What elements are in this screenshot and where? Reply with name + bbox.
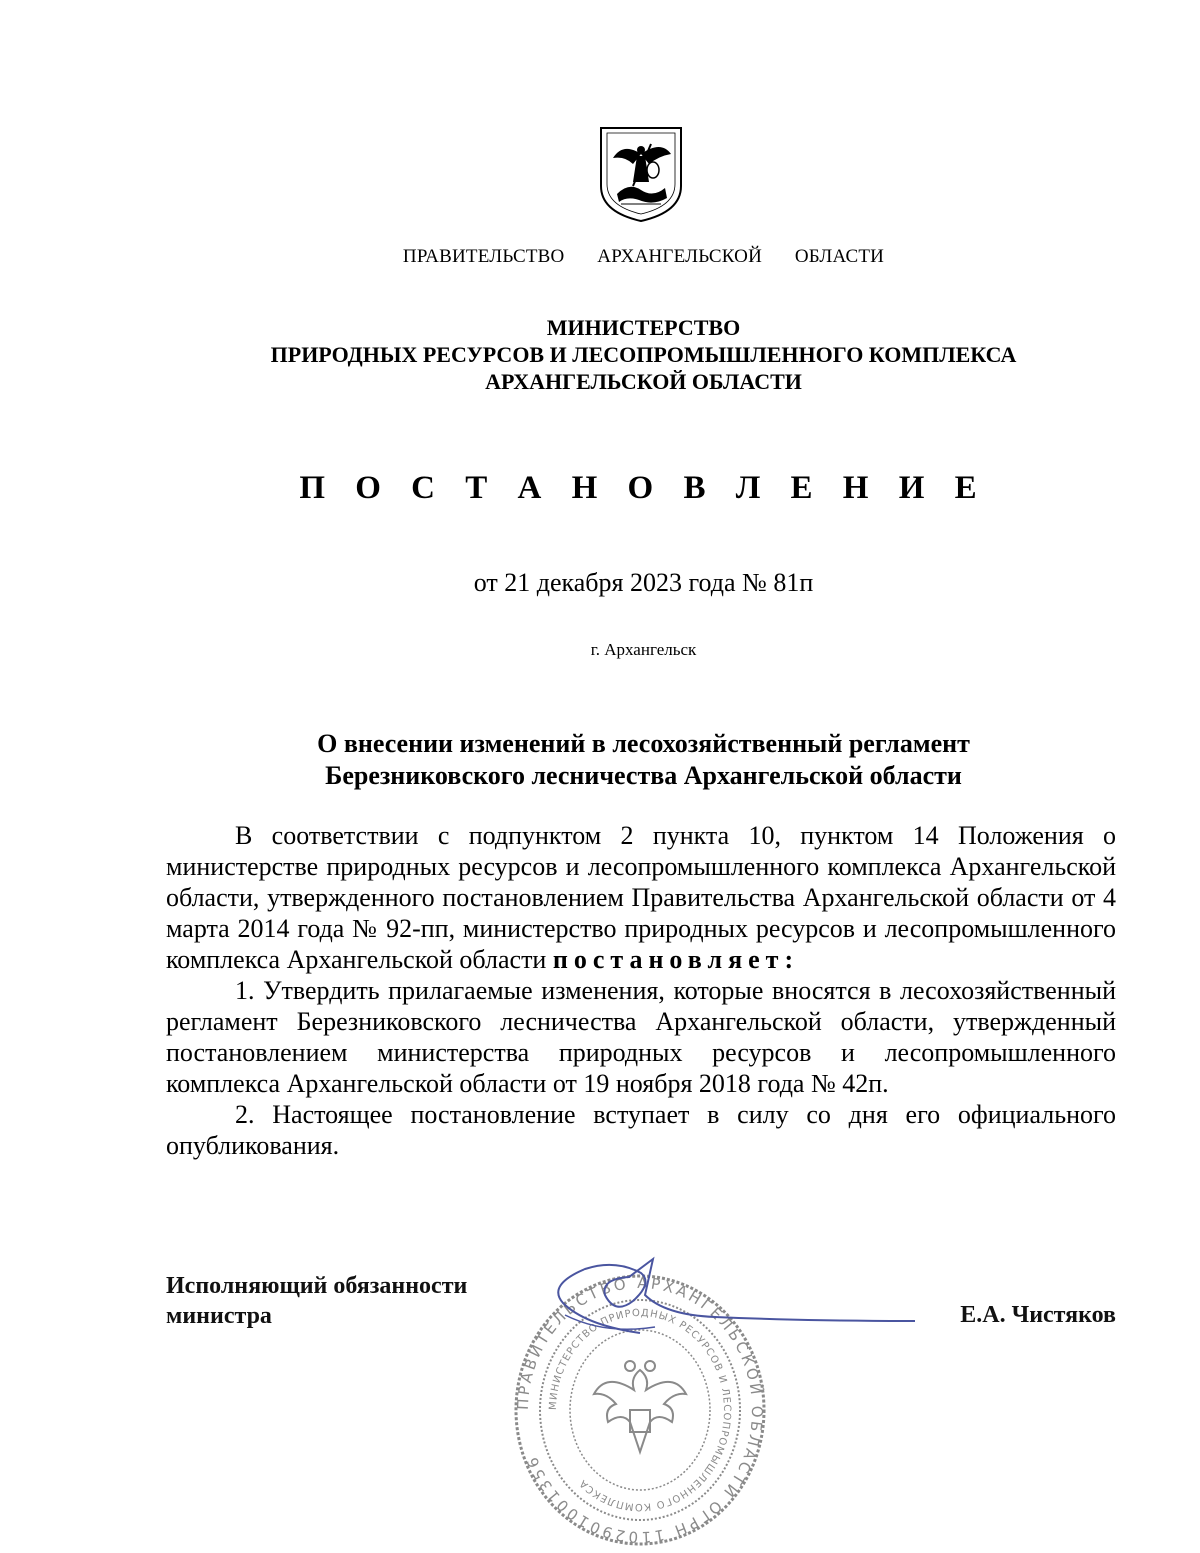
signatory-position xyxy=(166,1271,467,1331)
document-date-number: от 21 декабря 2023 года № 81п xyxy=(473,568,814,597)
document-body xyxy=(166,820,1116,1161)
signatory-position-line-2: министра xyxy=(166,1303,272,1329)
ministry-name xyxy=(0,314,1200,395)
item-2-paragraph: 2. Настоящее постановление вступает в силу со дня его официального опубликования. xyxy=(166,1100,1116,1160)
ministry-line-1: МИНИСТЕРСТВО xyxy=(546,315,741,340)
ministry-line-3: АРХАНГЕЛЬСКОЙ ОБЛАСТИ xyxy=(485,369,802,394)
document-city: г. Архангельск xyxy=(590,640,697,659)
stamp-inner-text: МИНИСТЕРСТВО ПРИРОДНЫХ РЕСУРСОВ И ЛЕСОПРОМЫШЛЕННОГО КОМПЛЕКСА xyxy=(547,1307,733,1513)
ministry-line-2: ПРИРОДНЫХ РЕСУРСОВ И ЛЕСОПРОМЫШЛЕННОГО КОМПЛЕКСА xyxy=(270,342,1017,367)
subject-line-1: О внесении изменений в лесохозяйственный регламент xyxy=(317,729,970,758)
preamble-paragraph xyxy=(166,820,1116,975)
item-1-paragraph: 1. Утвердить прилагаемые изменения, которые вносятся в лесохозяйственный регламент Березниковского лесничества Архангельской области, утвержденный постановлением министерства природных ресурсов и лесопромышленного комплекса Архангельской области от 19 ноября 2018 года № 42п. xyxy=(166,976,1116,1098)
preamble-text: В соответствии с подпунктом 2 пункта 10, пунктом 14 Положения о министерстве природных ресурсов и лесопромышленного комплекса Архангельской области, утвержденного постановлением Правительства Архангельской области от 4 марта 2014 года № 92-пп, министерство природных ресурсов и лесопромышленного комплекса Архангельской области xyxy=(166,821,1116,974)
signatory-name: Е.А. Чистяков xyxy=(960,1302,1116,1328)
coat-of-arms-icon xyxy=(597,124,685,224)
government-header: ПРАВИТЕЛЬСТВО АРХАНГЕЛЬСКОЙ ОБЛАСТИ xyxy=(402,246,885,267)
decides-word: постановляет: xyxy=(552,945,800,974)
subject-line-2: Березниковского лесничества Архангельской области xyxy=(325,761,962,790)
document-type-title: П О С Т А Н О В Л Е Н И Е xyxy=(299,470,988,506)
stamp-eagle-icon xyxy=(594,1361,686,1452)
stamp-outer-text: ПРАВИТЕЛЬСТВО АРХАНГЕЛЬСКОЙ ОБЛАСТИ ОГРН 1102901001356 xyxy=(513,1273,767,1547)
document-subject xyxy=(0,728,1200,792)
signatory-position-line-1: Исполняющий обязанности xyxy=(166,1273,468,1299)
handwritten-signature xyxy=(545,1255,925,1345)
